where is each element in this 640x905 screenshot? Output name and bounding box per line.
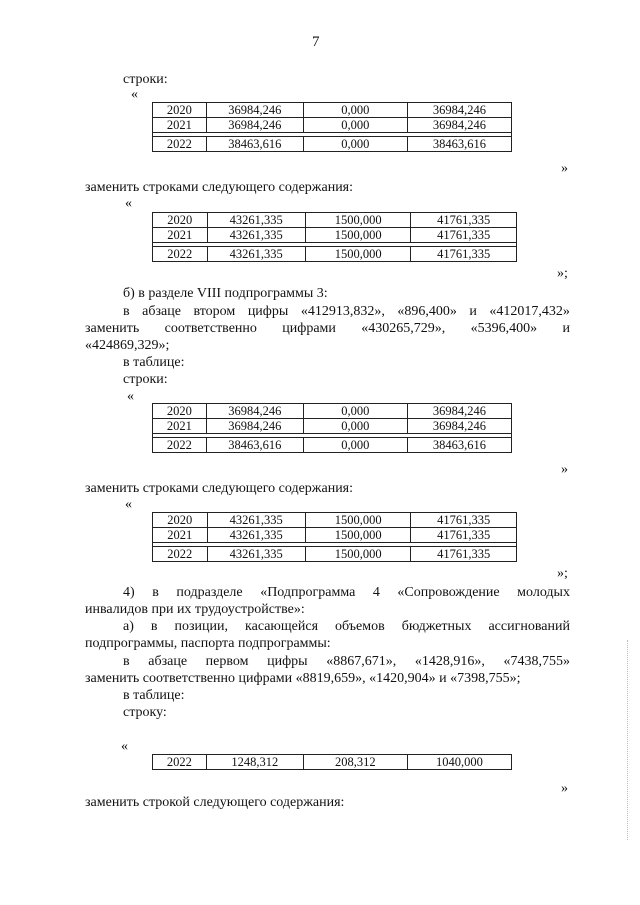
text-line: строки: [123, 372, 168, 387]
table-cell: 2020 [153, 404, 207, 419]
table-cell: 43261,335 [207, 547, 305, 562]
table-cell: 1500,000 [305, 228, 411, 243]
table-cell: 0,000 [303, 438, 407, 453]
table-cell: 36984,246 [407, 419, 511, 434]
justified-line [85, 321, 570, 337]
scan-edge-mark [627, 640, 632, 840]
text-line: «424869,329»; [85, 338, 170, 353]
table-cell: 1500,000 [305, 513, 411, 528]
text-line: строки: [123, 72, 168, 87]
table-cell: 208,312 [303, 755, 407, 770]
word: цифры [247, 304, 289, 319]
word: в [152, 585, 159, 600]
word: «Подпрограмма [260, 585, 356, 600]
word: «5396,400» [470, 321, 538, 336]
justified-line [123, 585, 570, 601]
word: «896,400» [397, 304, 457, 319]
table-cell: 43261,335 [207, 247, 305, 262]
table-cell: 41761,335 [411, 528, 517, 543]
word: и [562, 321, 570, 336]
table-cell: 43261,335 [207, 213, 305, 228]
table-cell: 36984,246 [206, 404, 303, 419]
table-cell: 2021 [153, 118, 207, 133]
word: абзаце [142, 304, 181, 319]
word: «412017,432» [489, 304, 570, 319]
table-row [153, 103, 512, 118]
close-quote: » [561, 161, 568, 176]
table-cell: 36984,246 [407, 118, 511, 133]
text-line: в таблице: [123, 355, 185, 370]
word: и [469, 304, 477, 319]
table-cell: 38463,616 [407, 137, 511, 152]
word: абзаце [148, 654, 188, 669]
table-row [153, 438, 512, 453]
justified-line [123, 304, 570, 320]
table-cell: 2022 [153, 547, 208, 562]
table-row [153, 547, 517, 562]
table-cell: 36984,246 [206, 419, 303, 434]
text-line: заменить соответственно цифрами «8819,659», «1420,904» и «7398,755»; [85, 671, 521, 686]
table-cell: 0,000 [303, 103, 407, 118]
table-row [153, 118, 512, 133]
data-table [152, 754, 512, 770]
word: цифрами [282, 321, 336, 336]
open-quote: « [131, 87, 138, 102]
word: «412913,832», [300, 304, 385, 319]
table-cell: 43261,335 [207, 228, 305, 243]
table-cell: 1500,000 [305, 213, 411, 228]
table-row [153, 755, 512, 770]
table-cell: 43261,335 [207, 513, 305, 528]
table-row [153, 404, 512, 419]
table-cell: 2021 [153, 528, 208, 543]
text-line: заменить строками следующего содержания: [85, 481, 354, 496]
text-line: инвалидов при их трудоустройстве»: [85, 602, 305, 617]
close-quote: » [561, 462, 568, 477]
word: соответственно [164, 321, 257, 336]
word: 4) [123, 585, 135, 600]
word: втором [193, 304, 236, 319]
table-cell: 41761,335 [411, 228, 517, 243]
table-row [153, 528, 517, 543]
table-cell: 2020 [153, 213, 208, 228]
table-cell: 0,000 [303, 404, 407, 419]
table-cell: 36984,246 [407, 404, 511, 419]
word: «Сопровождение [397, 585, 500, 600]
open-quote: « [127, 389, 134, 404]
table-cell: 41761,335 [411, 213, 517, 228]
table-cell: 2022 [153, 247, 208, 262]
word: ассигнований [488, 619, 570, 634]
table-cell: 2022 [153, 438, 207, 453]
close-quote: »; [557, 566, 568, 581]
table-cell: 38463,616 [206, 438, 303, 453]
table-cell: 1500,000 [305, 528, 411, 543]
open-quote: « [125, 497, 132, 512]
table-cell: 2021 [153, 419, 207, 434]
table-cell: 1248,312 [206, 755, 303, 770]
table-cell: 2020 [153, 103, 207, 118]
word: «430265,729», [361, 321, 446, 336]
table-cell: 2020 [153, 513, 208, 528]
word: первом [205, 654, 249, 669]
word: «1428,916», [414, 654, 485, 669]
table-cell: 1500,000 [305, 547, 411, 562]
page-number: 7 [312, 34, 320, 50]
word: позиции, [174, 619, 229, 634]
table-row [153, 247, 517, 262]
table-cell: 38463,616 [407, 438, 511, 453]
table-cell: 0,000 [303, 137, 407, 152]
word: в [123, 654, 130, 669]
table-row [153, 213, 517, 228]
section-heading: б) в разделе VIII подпрограммы 3: [123, 286, 328, 301]
table-cell: 0,000 [303, 419, 407, 434]
table-cell: 36984,246 [407, 103, 511, 118]
table-cell: 0,000 [303, 118, 407, 133]
word: «8867,671», [326, 654, 397, 669]
table-cell: 2022 [153, 137, 207, 152]
justified-line [123, 619, 570, 635]
text-line: заменить строками следующего содержания: [85, 180, 354, 195]
word: цифры [267, 654, 308, 669]
data-table [152, 512, 517, 562]
text-line: строку: [123, 705, 167, 720]
close-quote: » [561, 781, 568, 796]
data-table [152, 212, 517, 262]
word: а) [123, 619, 134, 634]
data-table [152, 403, 512, 453]
close-quote: »; [557, 266, 568, 281]
table-cell: 2021 [153, 228, 208, 243]
table-cell: 43261,335 [207, 528, 305, 543]
text-line: подпрограммы, паспорта подпрограммы: [85, 636, 331, 651]
table-cell: 41761,335 [411, 247, 517, 262]
text-line: заменить строкой следующего содержания: [85, 795, 345, 810]
justified-line [123, 654, 570, 670]
word: объемов [335, 619, 385, 634]
table-cell: 38463,616 [206, 137, 303, 152]
word: «7438,755» [503, 654, 570, 669]
table-row [153, 419, 512, 434]
word: 4 [372, 585, 380, 600]
word: касающейся [245, 619, 319, 634]
word: в [150, 619, 158, 634]
table-cell: 1040,000 [407, 755, 511, 770]
table-row [153, 513, 517, 528]
table-cell: 1500,000 [305, 247, 411, 262]
open-quote: « [125, 196, 132, 211]
text-line: в таблице: [123, 688, 185, 703]
table-row [153, 137, 512, 152]
table-row [153, 228, 517, 243]
table-cell: 36984,246 [206, 103, 303, 118]
word: подразделе [176, 585, 243, 600]
table-cell: 36984,246 [206, 118, 303, 133]
table-cell: 41761,335 [411, 547, 517, 562]
table-cell: 2022 [153, 755, 207, 770]
open-quote: « [121, 739, 128, 754]
word: молодых [517, 585, 570, 600]
word: заменить [85, 321, 140, 336]
data-table [152, 102, 512, 152]
word: в [123, 304, 130, 319]
word: бюджетных [401, 619, 472, 634]
table-cell: 41761,335 [411, 513, 517, 528]
